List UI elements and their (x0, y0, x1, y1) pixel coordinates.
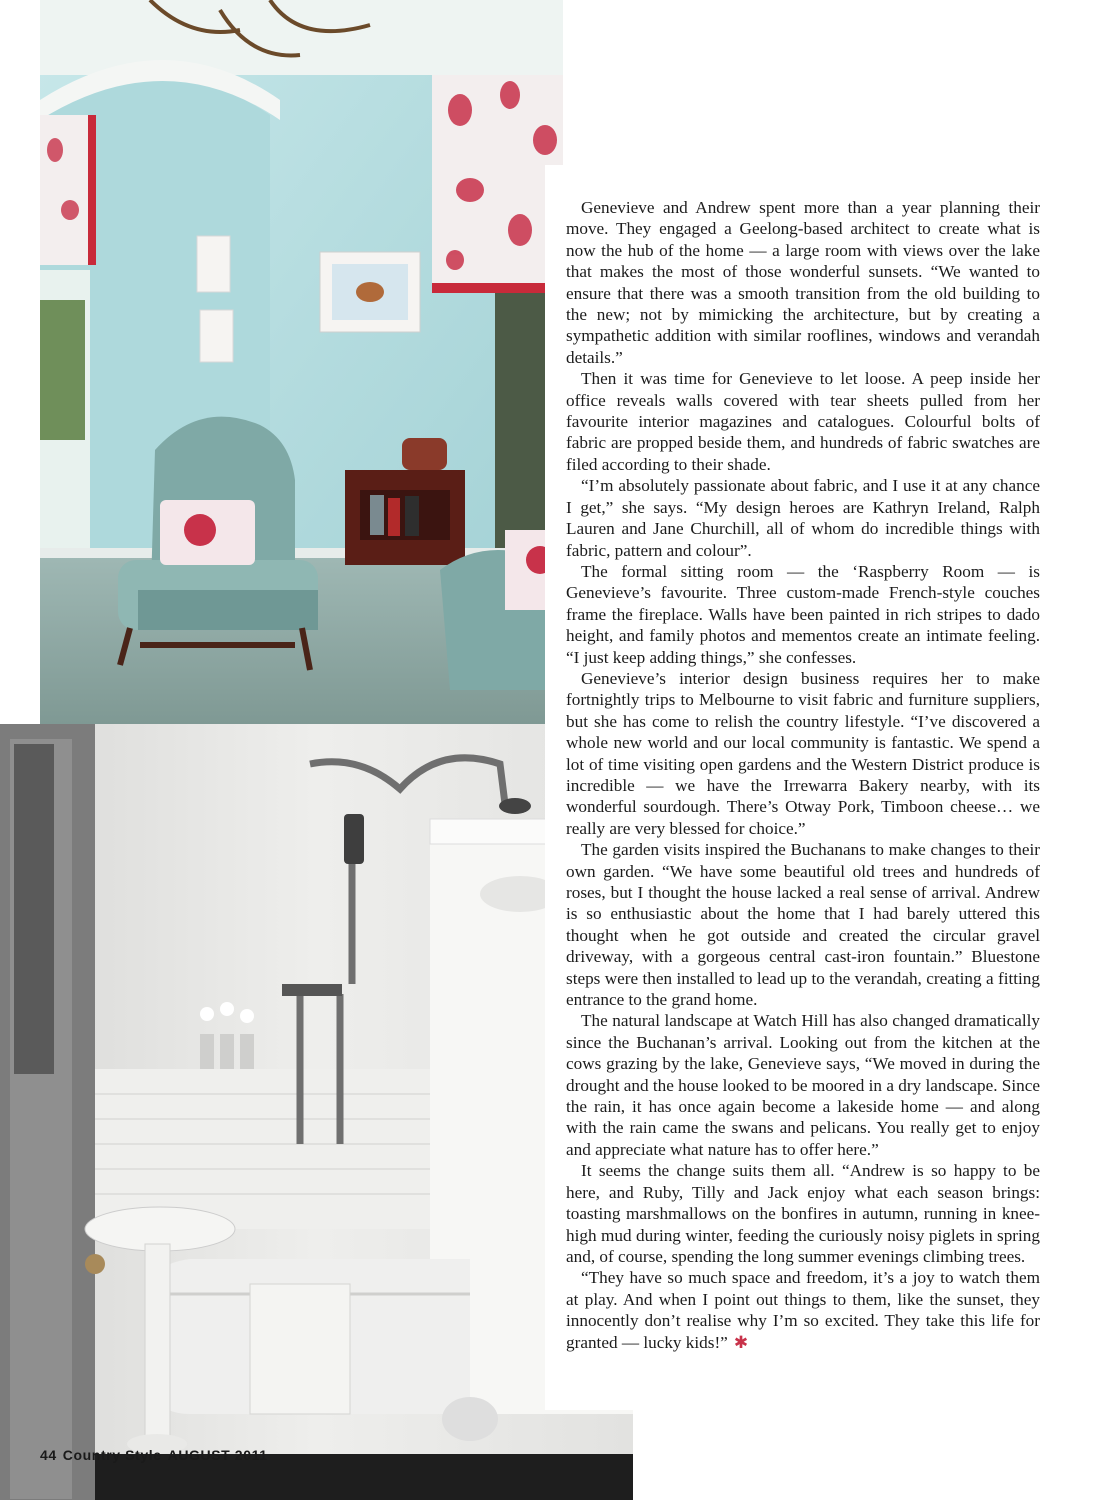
page-folio (40, 1447, 274, 1463)
paragraph-2: Then it was time for Genevieve to let loose. A peep inside her office reveals walls covered with tear sheets pulled from her favourite interior magazines and catalogues. Colourful bolts of fabric are propped beside them, and hundreds of fabric swatches are filed according to their shade. (566, 369, 1040, 474)
paragraph-6: The garden visits inspired the Buchanans to make changes to their own garden. “We have some beautiful old trees and hundreds of roses, but I thought the house lacked a real sense of arrival. Andrew is so enthusiastic about the home that I had barely uttered this thought when he got outside and created the circular gravel driveway, with a gorgeous central cast-iron fountain.” Bluestone steps were then installed to lead up to the verandah, creating a fitting entrance to the grand home. (566, 840, 1040, 1010)
paragraph-7: The natural landscape at Watch Hill has also changed dramatically since the Buchanan’s arrival. Looking out from the kitchen at the cows grazing by the lake, Genevieve says, “We moved in during the drought and the house looked to be moored in a dry landscape. Since the rain, it has once again become a lakeside home — and along with the rain came the swans and pelicans. You really get to enjoy and appreciate what nature has to offer here.” (566, 1011, 1040, 1159)
paragraph-9-text: “They have so much space and freedom, it’s a joy to watch them at play. And when I point out things to them, like the sunset, they innocently don’t realise why I’m so excited. They take this life for granted — lucky kids!” (566, 1268, 1040, 1352)
article-body (566, 197, 1040, 1353)
issue-date: AUGUST 2011 (167, 1447, 268, 1463)
magazine-name: Country Style (62, 1447, 162, 1463)
paragraph-5: Genevieve’s interior design business requires her to make fortnightly trips to Melbourne to visit fabric and furniture suppliers, but she has come to relish the country lifestyle. “I’ve discovered a whole new world and our local community is fantastic. We spend a lot of time visiting open gardens and the Western District produce is incredible — we have the Irrewarra Bakery nearby, with its wonderful sourdough. There’s Otway Pork, Timboon cheese… we really are very blessed for choice.” (566, 668, 1040, 838)
paragraph-1: Genevieve and Andrew spent more than a year planning their move. They engaged a Geelong-based architect to create what is now the hub of the home — a large room with views over the lake that makes the most of those wonderful sunsets. “We wanted to ensure that there was a smooth transition from the old building to the new; not by mimicking the architecture, but by creating a sympathetic addition with similar rooflines, windows and verandah details.” (566, 198, 1040, 367)
paragraph-8: It seems the change suits them all. “Andrew is so happy to be here, and Ruby, Tilly and Jack enjoy what each season brings: toasting marshmallows on the bonfires in autumn, running in knee-high mud during winter, feeding the curiously noisy piglets in spring and, of course, spending the long summer evenings climbing trees. (566, 1161, 1040, 1266)
paragraph-9 (566, 1267, 1040, 1353)
paragraph-4: The formal sitting room — the ‘Raspberry Room — is Genevieve’s favourite. Three custom-made French-style couches frame the fireplace. Walls have been painted in rich stripes to dado height, and family photos and mementos create an intimate feeling. “I just keep adding things,” she confesses. (566, 561, 1040, 667)
end-mark-icon: ✱ (733, 1332, 749, 1352)
page-number: 44 (40, 1447, 57, 1463)
paragraph-3: “I’m absolutely passionate about fabric, and I use it at any chance I get,” she says. “My design heroes are Kathryn Ireland, Ralph Lauren and Jane Churchill, all of whom do incredible things with fabric, pattern and colour”. (566, 476, 1040, 560)
bathroom-photo (0, 724, 633, 1500)
sitting-room-photo (40, 0, 563, 724)
